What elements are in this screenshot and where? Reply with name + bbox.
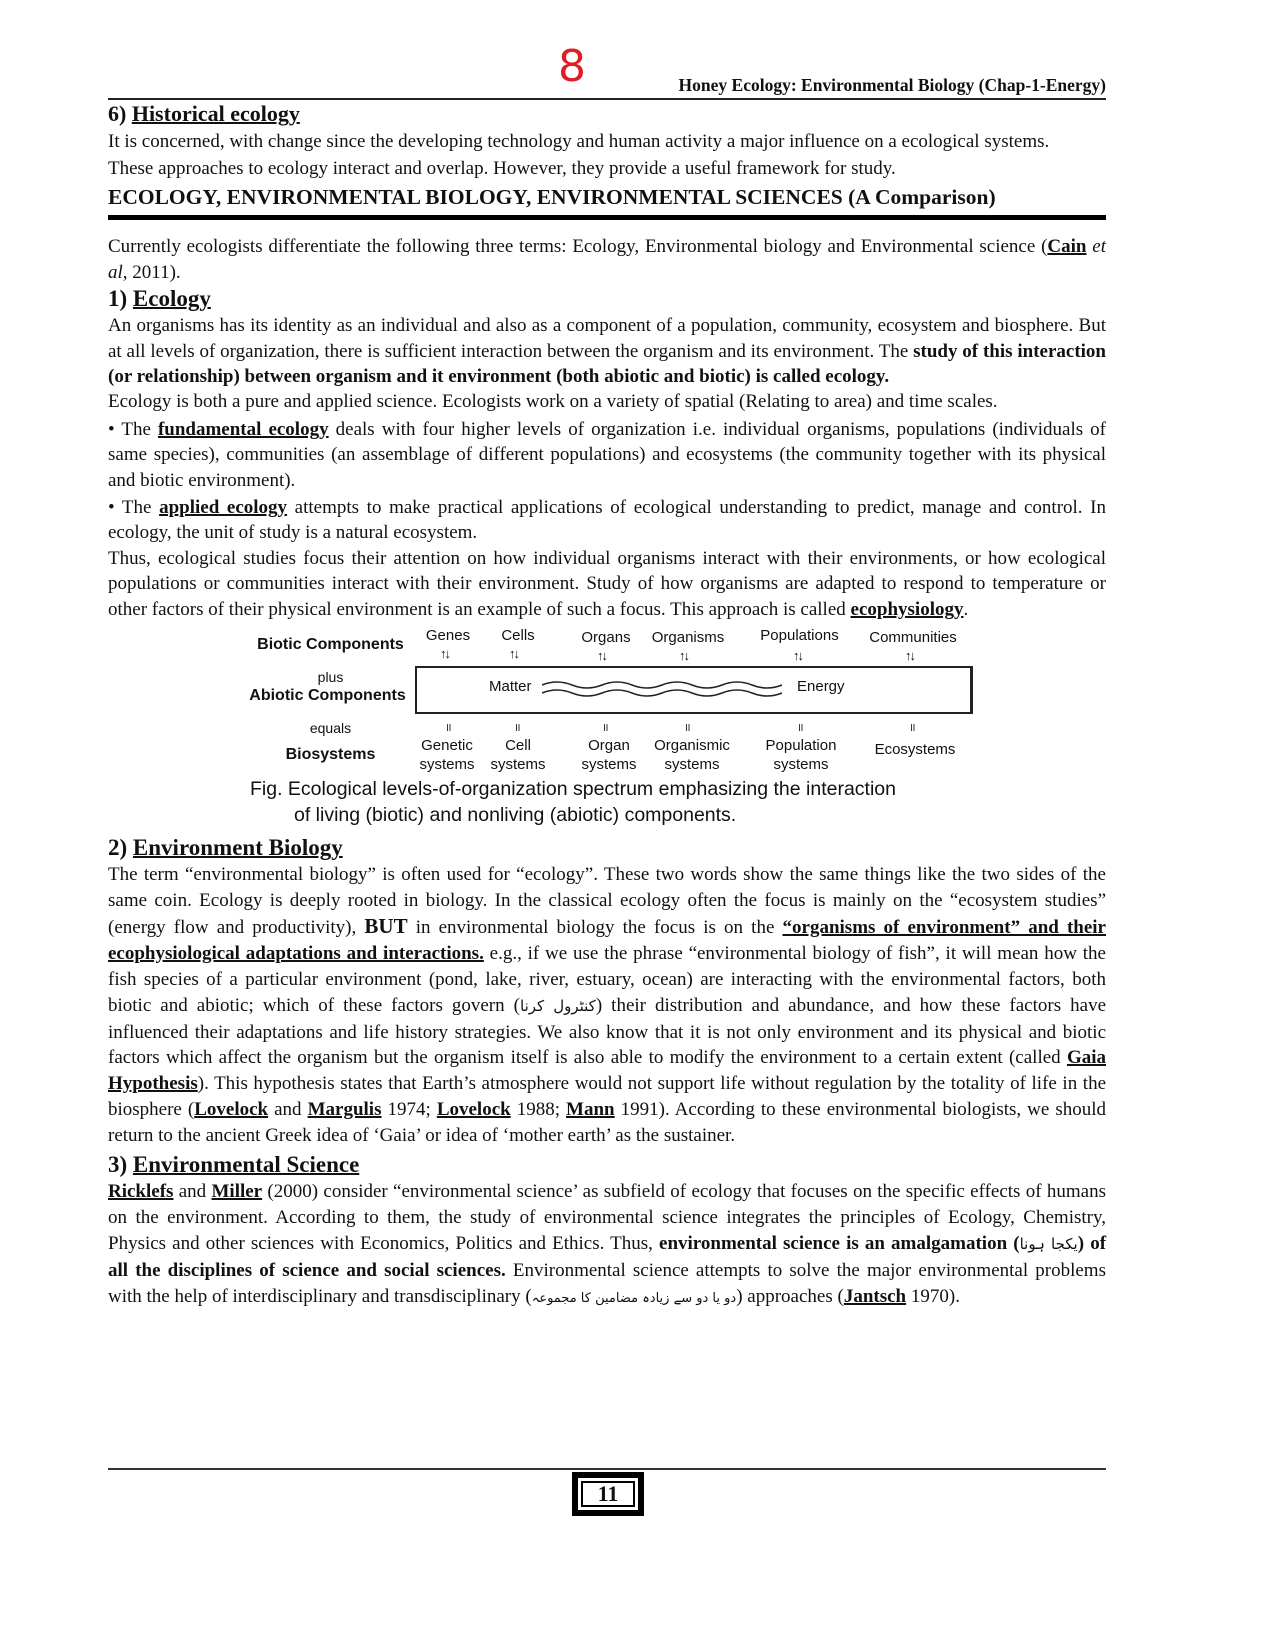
level-genes: Genes	[425, 627, 471, 645]
definition-bold: study of this interaction (or relationship) between organism and it environment (both abiotic and biotic) is called ecology.	[108, 340, 1106, 388]
bullet-item	[108, 417, 1106, 493]
footer-rule	[108, 1468, 1106, 1470]
running-title: Honey Ecology: Environmental Biology (Chap-1-Energy)	[678, 75, 1106, 95]
page-content	[108, 100, 1106, 1312]
text: ) approaches (	[736, 1285, 844, 1307]
comparison-title: ECOLOGY, ENVIRONMENTAL BIOLOGY, ENVIRONMENTAL SCIENCES (A Comparison)	[108, 184, 1106, 220]
urdu-gloss: یکجا ہونا	[1019, 1234, 1078, 1253]
text: Thus, ecological studies focus their attention on how individual organisms interact with their environments, or how ecological populations or communities interact with their environment. Study of how organisms are adapted to respond to temperature or other factors of their physical environment is an example of such a focus. This approach is called	[108, 547, 1106, 620]
section-heading-environmental-science	[108, 1151, 1106, 1179]
text: ). This hypothesis states that Earth’s atmosphere would not support life without regulation by the totality of life in the biosphere (	[108, 1073, 1106, 1121]
text: .	[963, 598, 969, 620]
system-genetic	[412, 736, 482, 774]
heading-number: 3)	[108, 1152, 128, 1178]
paragraph: Ecology is both a pure and applied science. Ecologists work on a variety of spatial (Relating to area) and time scales.	[108, 391, 998, 413]
equals-icon: ॥	[602, 722, 609, 735]
level-populations: Populations	[760, 627, 839, 645]
running-header	[108, 40, 1106, 100]
text: An organisms has its identity as an individual and also as a component of a population, community, ecosystem and biosphere. But at all levels of organization, there is sufficient interaction between the organism and its environment. The	[108, 315, 1106, 362]
page-number-box	[572, 1472, 644, 1516]
text: (2000) consider “environmental science’ as subfield of ecology that focuses on the specific effects of humans on the environment. According to them, the study of environmental science integrates the principles of Ecology, Chemistry, Physics and other sciences with Economics, Politics and Ethics. Thus,	[108, 1181, 1106, 1254]
text: systems	[773, 756, 829, 774]
urdu-gloss: دو یا دو سے زیادہ مضامین کا مجموعہ	[531, 1290, 737, 1306]
bullet: • The	[108, 418, 158, 440]
citation-link[interactable]: Lovelock	[194, 1099, 269, 1121]
paragraph: These approaches to ecology interact and overlap. However, they provide a useful framework for study.	[108, 158, 896, 179]
page-number: 11	[578, 1478, 638, 1510]
text: and	[173, 1181, 212, 1203]
citation-link[interactable]: Margulis	[307, 1099, 382, 1121]
caption-line: Fig. Ecological levels-of-organization spectrum emphasizing the interaction	[250, 778, 896, 801]
text: The term “environmental biology” is often used for “ecology”. These two words show the same things like the two sides of the same coin. Ecology is deeply rooted in biology. In the classical ecology often the focus is mainly on the “ecosystem studies” (energy flow and productivity),	[108, 864, 1106, 938]
text: systems	[490, 756, 546, 774]
level-cells: Cells	[501, 627, 535, 645]
section-heading-historical	[108, 100, 1106, 128]
system-ecosystems	[860, 740, 970, 759]
bullet-item	[108, 495, 1106, 546]
arrows-icon: ↑↓	[793, 648, 802, 664]
term: applied ecology	[159, 497, 288, 519]
arrows-icon: ↑↓	[905, 648, 914, 664]
row-label-equals: equals	[309, 720, 352, 737]
text: Population	[765, 737, 837, 755]
citation-link[interactable]: Lovelock	[436, 1099, 511, 1121]
heading-text: Environment Biology	[132, 835, 343, 861]
level-organisms: Organisms	[651, 629, 725, 647]
matter-label: Matter	[489, 678, 532, 696]
equals-icon: ॥	[514, 722, 521, 735]
text: Organismic	[654, 737, 730, 755]
text: 1974;	[381, 1099, 437, 1121]
system-organismic	[647, 736, 737, 774]
paragraph	[108, 1179, 1106, 1312]
equals-icon: ॥	[684, 722, 691, 735]
citation-link[interactable]: Jantsch	[843, 1285, 907, 1307]
text: et al	[108, 236, 1107, 283]
arrows-icon: ↑↓	[679, 648, 688, 664]
paragraph	[108, 313, 1106, 389]
citation-link[interactable]: Cain	[1047, 236, 1087, 258]
text: Cell	[505, 737, 531, 755]
text: attempts to make practical applications of ecological understanding to predict, manage and control. In ecology, the unit of study is a natural ecosystem.	[108, 497, 1106, 544]
figure-levels-of-organization	[240, 624, 975, 834]
text: Ecosystems	[874, 741, 956, 759]
text: Environmental science attempts to solve the major environmental problems with the help of interdisciplinary and transdisciplinary (	[108, 1259, 1106, 1307]
heading-text: Environmental Science	[132, 1152, 360, 1178]
paragraph: It is concerned, with change since the developing technology and human activity a major influence on a ecological systems.	[108, 131, 1050, 152]
text: systems	[581, 756, 637, 774]
system-organ	[574, 736, 644, 774]
text: and	[268, 1099, 308, 1121]
emphasis: environmental science is an amalgamation (	[659, 1232, 1020, 1254]
intro-paragraph	[108, 234, 1106, 285]
equals-icon: ॥	[909, 722, 916, 735]
citation-link[interactable]: Ricklefs	[108, 1181, 174, 1203]
figure-caption	[250, 776, 896, 828]
text: Organ	[588, 737, 630, 755]
text: 1991). According to these environmental biologists, we should return to the ancient Greek idea of ‘Gaia’ or idea of ‘mother earth’ as the sustainer.	[108, 1099, 1107, 1147]
heading-number: 6)	[108, 101, 127, 126]
caption-line: of living (biotic) and nonliving (abiotic) components.	[294, 804, 737, 827]
text: , 2011).	[122, 261, 181, 283]
paragraph	[108, 862, 1106, 1149]
text: 1988;	[510, 1099, 567, 1121]
equals-icon: ॥	[797, 722, 804, 735]
emphasis: ) of all the disciplines of science and social sciences.	[108, 1232, 1107, 1281]
text: systems	[419, 756, 475, 774]
emphasis: BUT	[364, 913, 408, 938]
heading-text: Historical ecology	[131, 101, 300, 126]
matter-energy-band	[415, 666, 973, 714]
paragraph	[108, 546, 1106, 622]
level-communities: Communities	[869, 629, 957, 647]
row-label-plus: plus	[317, 669, 344, 686]
text: deals with four higher levels of organization i.e. individual organisms, populations (individuals of same species), communities (an assemblage of different populations) and ecosystems (the community together with its physical and biotic environment).	[108, 418, 1106, 491]
heading-text: Ecology	[132, 286, 211, 312]
wave-lines-icon	[542, 678, 782, 700]
system-population	[756, 736, 846, 774]
citation-link[interactable]: Mann	[566, 1099, 615, 1121]
equals-icon: ॥	[445, 722, 452, 735]
page-marker: 8	[558, 41, 586, 92]
term: Gaia Hypothesis	[108, 1047, 1106, 1095]
arrows-icon: ↑↓	[509, 646, 518, 662]
system-cell	[483, 736, 553, 774]
section-heading-ecology	[108, 285, 1106, 313]
emphasis: “organisms of environment” and their ecophysiological adaptations and interactions.	[108, 916, 1106, 964]
text: systems	[664, 756, 720, 774]
text: Currently ecologists differentiate the following three terms: Ecology, Environmental biology and Environmental science (	[108, 236, 1048, 258]
row-label-biosystems: Biosystems	[285, 746, 376, 764]
arrows-icon: ↑↓	[597, 648, 606, 664]
section-heading-environment-biology	[108, 834, 1106, 862]
level-organs: Organs	[581, 629, 631, 647]
text: ) their distribution and abundance, and how these factors have influenced their adaptations and life history strategies. We also know that it is not only environment and its physical and biotic factors which affect the organism but the organism itself is also able to modify the environment to a certain extent (called	[108, 994, 1107, 1069]
citation-link[interactable]: Miller	[211, 1181, 263, 1203]
term: ecophysiology	[850, 598, 964, 620]
energy-label: Energy	[797, 678, 845, 696]
arrows-icon: ↑↓	[440, 646, 449, 662]
heading-number: 2)	[108, 835, 128, 861]
bullet: • The	[108, 497, 160, 519]
heading-number: 1)	[108, 286, 128, 312]
term: fundamental ecology	[157, 418, 329, 440]
text: Genetic	[421, 737, 473, 755]
row-label-abiotic: Abiotic Components	[249, 687, 406, 705]
urdu-gloss: کنٹرول کرنا	[520, 996, 596, 1015]
text: e.g., if we use the phrase “environmental biology of fish”, it will mean how the fish species of a particular environment (pond, lake, river, estuary, ocean) are interacting with the environmental factors, both biotic and abiotic; which of these factors govern (	[108, 942, 1106, 1016]
text: 1970).	[906, 1285, 960, 1307]
text: in environmental biology the focus is on the	[407, 916, 783, 938]
row-label-biotic: Biotic Components	[257, 636, 404, 654]
